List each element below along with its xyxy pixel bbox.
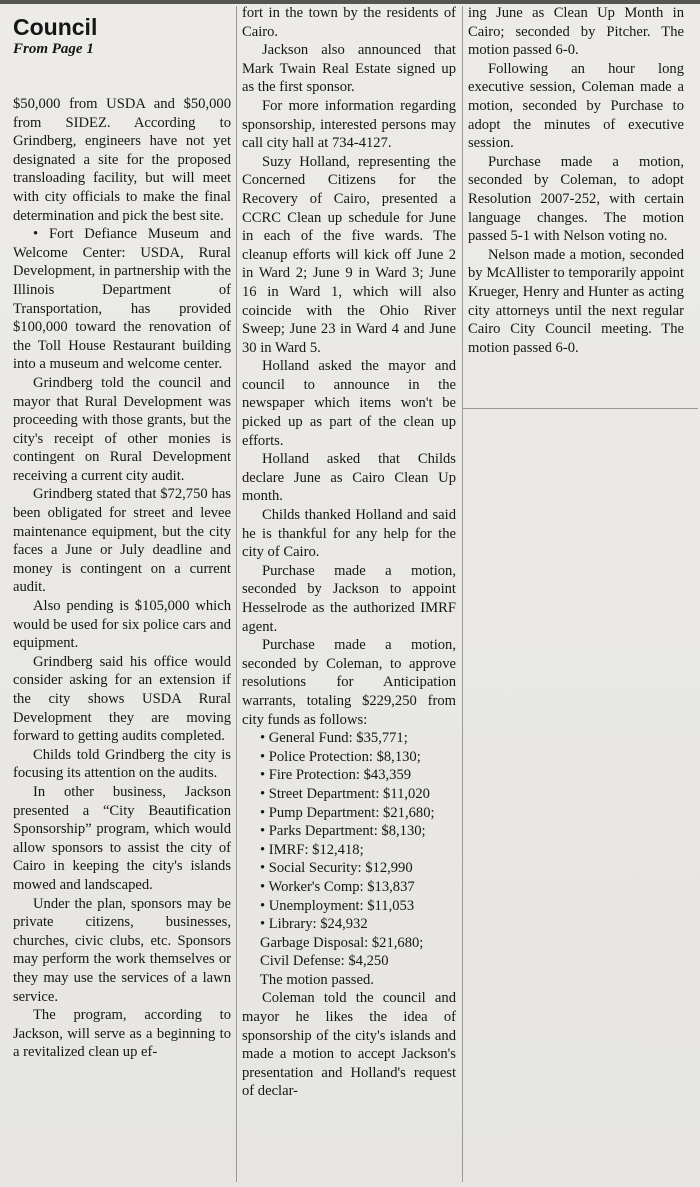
article-headline: Council [13, 14, 98, 40]
list-item: • General Fund: $35,771; [260, 730, 408, 747]
fund-list [242, 729, 456, 989]
list-item: • IMRF: $12,418; [260, 841, 364, 858]
paragraph: Grindberg told the council and mayor that Rural Development was proceeding with those grants, but the city's receipt of other monies is contingent on Rural Development receiving a current city audit. [13, 374, 231, 484]
column-rule-1 [236, 6, 237, 1182]
paragraph: • Fort Defiance Museum and Welcome Center: USDA, Rural Development, in partnership with the Illinois Department of Transportation, has provided $100,000 toward the renovation of the Toll House Restaurant building into a museum and welcome center. [13, 226, 231, 373]
list-item: • Unemployment: $11,053 [260, 897, 415, 914]
paragraph: Suzy Holland, representing the Concerned Citizens for the Recovery of Cairo, presented a CCRC Clean up schedule for June in each of the five wards. The cleanup efforts will kick off June 2 in Ward 2; June 9 in Ward 3; June 16 in Ward 1, which will also coincide with the Ohio River Sweep; June 23 in Ward 4 and June 30 in Ward 5. [242, 153, 456, 356]
paragraph: Grindberg said his office would consider asking for an extension if the city shows USDA Rural Development they are moving forward to getting audits completed. [13, 653, 231, 745]
article-column-3 [468, 4, 684, 357]
list-item: • Parks Department: $8,130; [260, 823, 426, 840]
paragraph: Purchase made a motion, seconded by Jackson to appoint Hesselrode as the authorized IMRF agent. [242, 562, 456, 635]
list-item: • Social Security: $12,990 [260, 860, 413, 877]
list-item: The motion passed. [260, 971, 374, 988]
jump-line: From Page 1 [13, 41, 94, 57]
paragraph: Purchase made a motion, seconded by Coleman, to adopt Resolution 2007-252, with certain language changes. The motion passed 5-1 with Nelson voting no. [468, 153, 684, 245]
list-item: • Library: $24,932 [260, 916, 368, 933]
paragraph: Coleman told the council and mayor he likes the idea of sponsorship of the city's islands and made a motion to accept Jackson's presentation and Holland's request of declar- [242, 990, 456, 1100]
paragraph: Childs told Grindberg the city is focusing its attention on the audits. [13, 746, 231, 782]
list-item: • Street Department: $11,020 [260, 785, 430, 802]
paragraph: Also pending is $105,000 which would be used for six police cars and equipment. [13, 598, 231, 652]
list-item: Civil Defense: $4,250 [260, 953, 389, 970]
paragraph: Under the plan, sponsors may be private citizens, businesses, churches, civic clubs, etc. Sponsors may perform the work themselves or they may use the services of a lawn service. [13, 895, 231, 1005]
column-rule-2 [462, 6, 463, 1182]
paragraph: Purchase made a motion, seconded by Coleman, to approve resolutions for Anticipation warrants, totaling $229,250 from city funds as follows: [242, 637, 456, 728]
article-end-rule [462, 408, 698, 409]
paragraph: ing June as Clean Up Month in Cairo; seconded by Pitcher. The motion passed 6-0. [468, 5, 684, 59]
list-item: • Worker's Comp: $13,837 [260, 878, 415, 895]
paragraph: For more information regarding sponsorship, interested persons may call city hall at 734-4127. [242, 97, 456, 152]
list-item: • Fire Protection: $43,359 [260, 767, 412, 784]
list-item: • Police Protection: $8,130; [260, 748, 421, 765]
paragraph: Jackson also announced that Mark Twain Real Estate signed up as the first sponsor. [242, 42, 456, 96]
paragraph: Nelson made a motion, seconded by McAllister to temporarily appoint Krueger, Henry and Hunter as acting city attorneys until the next regular Cairo City Council meeting. The motion passed 6-0. [468, 246, 684, 356]
paragraph: The program, according to Jackson, will serve as a beginning to a revitalized clean up ef- [13, 1007, 231, 1061]
article-column-2 [242, 4, 456, 1101]
paragraph: $50,000 from USDA and $50,000 from SIDEZ. According to Grindberg, engineers have not yet designated a site for the proposed transloading facility, but will meet with city officials to make the final determination and pick the best site. [13, 96, 231, 224]
paragraph: fort in the town by the residents of Cairo. [242, 5, 456, 40]
paragraph: Holland asked that Childs declare June as Cairo Clean Up month. [242, 451, 456, 505]
list-item: • Pump Department: $21,680; [260, 804, 435, 821]
paragraph: Holland asked the mayor and council to announce in the newspaper which items won't be picked up as part of the clean up efforts. [242, 358, 456, 449]
article-column-1 [13, 10, 231, 1062]
paragraph: In other business, Jackson presented a “City Beautification Sponsorship” program, which would allow sponsors to assist the city of Cairo in keeping the city's islands mowed and landscaped. [13, 783, 231, 893]
list-item: Garbage Disposal: $21,680; [260, 934, 424, 951]
paragraph: Following an hour long executive session, Coleman made a motion, seconded by Purchase to adopt the minutes of executive session. [468, 60, 684, 152]
paragraph: Childs thanked Holland and said he is thankful for any help for the city of Cairo. [242, 507, 456, 561]
paragraph: Grindberg stated that $72,750 has been obligated for street and levee maintenance equipment, but the city faces a June or July deadline and money is contingent on a current audit. [13, 486, 231, 596]
